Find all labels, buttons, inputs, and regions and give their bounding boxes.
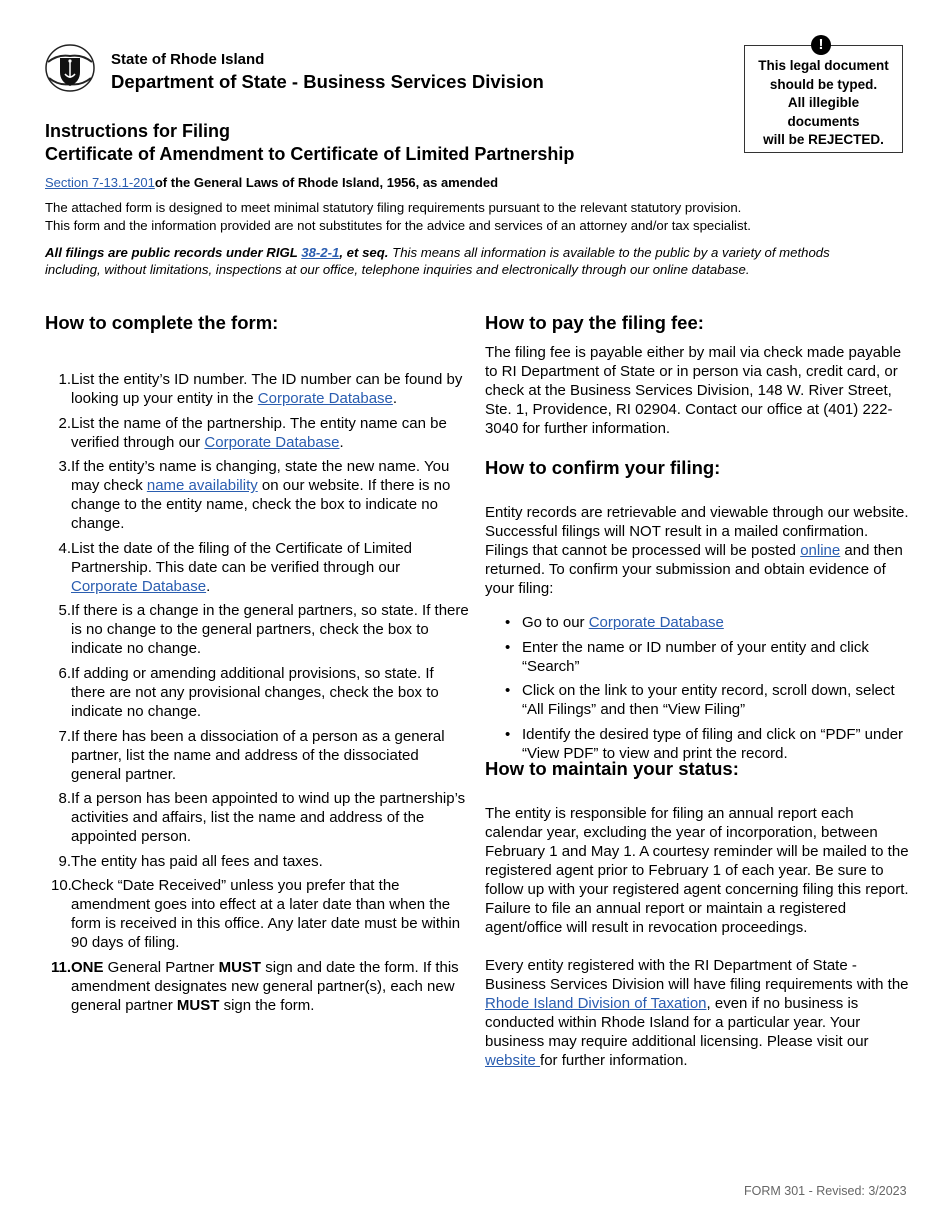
disclaimer-line: This form and the information provided are not substitutes for the advice and services of an attorney and/or tax specialist.	[45, 218, 751, 233]
list-item	[45, 457, 470, 533]
confirm-intro	[485, 503, 910, 598]
confirm-heading: How to confirm your filing:	[485, 457, 721, 478]
step-text: List the name of the partnership. The entity name can be verified through our	[71, 414, 447, 451]
step-number: 5.	[58, 602, 71, 620]
online-link[interactable]: online	[800, 542, 841, 559]
warning-line: should be typed.	[769, 76, 878, 92]
law-reference	[45, 175, 498, 190]
confirm-intro-text: and then returned. To confirm your submission and obtain evidence of your filing:	[485, 542, 903, 597]
warning-box	[744, 45, 903, 153]
page-subtitle: Certificate of Amendment to Certificate of Limited Partnership	[45, 144, 575, 164]
corporate-database-link[interactable]: Corporate Database	[71, 577, 207, 595]
steps-list	[45, 370, 470, 1021]
step-number: 8.	[58, 790, 71, 808]
step-text: List the entity’s ID number. The ID number can be found by looking up your entity in the	[71, 371, 463, 407]
warning-line: This legal document	[758, 58, 889, 73]
maintain-text: for further information.	[540, 1052, 688, 1069]
warning-line: documents	[787, 113, 860, 129]
section-link[interactable]: Section 7-13.1-201	[45, 175, 155, 190]
exclamation-icon: !	[811, 35, 831, 55]
maintain-heading: How to maintain your status:	[485, 758, 739, 779]
step-text: on our website. If there is no change to the entity name, check the box to indicate no change.	[71, 477, 451, 533]
list-item	[45, 789, 470, 846]
step-number: 11.	[51, 958, 72, 976]
step-text: The entity has paid all fees and taxes.	[71, 852, 323, 870]
list-item	[45, 664, 470, 721]
list-item	[45, 958, 470, 1015]
list-item	[45, 852, 470, 871]
maintain-section	[485, 789, 910, 1085]
disclaimer	[45, 199, 845, 235]
step-text: General Partner	[103, 958, 219, 976]
step-number: 3.	[58, 458, 71, 476]
list-item	[485, 613, 910, 632]
step-text: Check “Date Received” unless you prefer that the amendment goes into effect at a later date than when the form is received in this office. Any later date must be within 90 days of filing.	[71, 877, 461, 952]
list-item: • Enter the name or ID number of your entity and click “Search”	[485, 638, 910, 676]
division-of-taxation-link[interactable]: Rhode Island Division of Taxation	[485, 995, 707, 1012]
list-item	[45, 414, 470, 452]
corporate-database-link[interactable]: Corporate Database	[257, 390, 393, 407]
pay-heading: How to pay the filing fee:	[485, 312, 704, 333]
corporate-database-link[interactable]: Corporate Database	[204, 433, 340, 451]
name-availability-link[interactable]: name availability	[146, 477, 258, 495]
step-number: 9.	[58, 852, 71, 870]
step-number: 2.	[58, 414, 71, 432]
list-item: • Identify the desired type of filing and click on “PDF” under “View PDF” to view and print the record.	[485, 725, 910, 763]
step-text: sign and date the form. If this amendment designates new general partner(s), each new general partner	[71, 958, 459, 1014]
step-number: 4.	[58, 539, 71, 557]
step-emphasis: MUST	[218, 958, 262, 976]
list-item	[45, 601, 470, 658]
confirm-section	[485, 488, 910, 768]
public-records-notice	[45, 245, 835, 278]
law-reference-text: of the General Laws of Rhode Island, 1956, as amended	[154, 175, 499, 190]
list-item	[45, 539, 470, 596]
step-text: If a person has been appointed to wind up the partnership’s activities and affairs, list the name and address of the appointed person.	[71, 790, 466, 846]
maintain-paragraph: The entity is responsible for filing an annual report each calendar year, excluding the year of incorporation, between February 1 and May 1. A courtesy reminder will be mailed to the registered agent prior to February 1 of each year. Be sure to follow up with your registered agent concerning filing this report. Failure to file an annual report or maintain a registered agent/office will result in revocation proceedings.	[485, 805, 909, 936]
public-records-lead-end: , et seq.	[339, 245, 389, 260]
step-number: 7.	[58, 727, 71, 745]
maintain-paragraph	[485, 956, 910, 1070]
step-text: If there has been a dissociation of a person as a general partner, list the name and address of the dissociated general partner.	[71, 727, 445, 783]
corporate-database-link[interactable]: Corporate Database	[588, 614, 724, 631]
page-title: Instructions for Filing	[45, 121, 230, 141]
website-link[interactable]: website	[485, 1052, 541, 1069]
rigl-link[interactable]: 38-2-1	[301, 245, 340, 260]
step-text: sign the form.	[219, 996, 315, 1014]
form-id: FORM 301 - Revised: 3/2023	[744, 1184, 907, 1198]
warning-line: All illegible	[787, 95, 860, 110]
step-text: .	[206, 577, 211, 595]
public-records-text: This means all information is available to the public by a variety of methods including, without limitations, inspections at our office, telephone inquiries and electronically through our online database.	[45, 245, 830, 277]
step-number: 10.	[51, 877, 72, 895]
step-emphasis: MUST	[176, 996, 220, 1014]
step-text: .	[339, 433, 344, 451]
pay-text: The filing fee is payable either by mail via check made payable to RI Department of State or in person via cash, credit card, or check at the Business Services Division, 148 W. River Street, Ste. 1, Providence, RI 02904. Contact our office at (401) 222-3040 for further information.	[485, 344, 902, 437]
step-text: .	[392, 390, 398, 407]
step-number: 6.	[58, 664, 71, 682]
step-number: 1.	[58, 371, 71, 388]
list-item	[45, 370, 470, 408]
list-item	[45, 876, 470, 952]
confirm-intro-text: Entity records are retrievable and viewable through our website. Successful filings will NOT result in a mailed confirmation. Filings that cannot be processed will be posted	[485, 504, 909, 559]
maintain-text: , even if no business is conducted within Rhode Island for a particular year. Your business may require additional licensing. Please visit our	[485, 995, 869, 1050]
maintain-text: Every entity registered with the RI Department of State - Business Services Division will have filing requirements with the	[485, 957, 909, 993]
disclaimer-line: The attached form is designed to meet minimal statutory filing requirements pursuant to the relevant statutory provision.	[45, 200, 742, 215]
step-emphasis: ONE	[71, 958, 104, 976]
list-item: • Click on the link to your entity record, scroll down, select “All Filings” and then “View Filing”	[485, 681, 910, 719]
list-item	[45, 727, 470, 784]
public-records-lead: All filings are public records under RIGL	[45, 245, 302, 260]
bullet-text: Go to our	[522, 614, 589, 631]
warning-line: will be REJECTED.	[763, 132, 884, 147]
state-name: State of Rhode Island	[111, 51, 265, 68]
step-text: If the entity’s name is changing, state the new name. You may check	[71, 458, 450, 495]
rhode-island-seal-icon	[44, 42, 96, 94]
confirm-steps	[485, 613, 910, 763]
complete-heading: How to complete the form:	[45, 312, 279, 333]
department-name: Department of State - Business Services Division	[111, 71, 544, 92]
step-text: List the date of the filing of the Certificate of Limited Partnership. This date can be verified through our	[71, 539, 413, 576]
step-text: If there is a change in the general partners, so state. If there is no change to the general partners, check the box to indicate no change.	[71, 602, 469, 658]
step-text: If adding or amending additional provisions, so state. If there are not any provisional changes, check the box to indicate no change.	[71, 664, 439, 720]
